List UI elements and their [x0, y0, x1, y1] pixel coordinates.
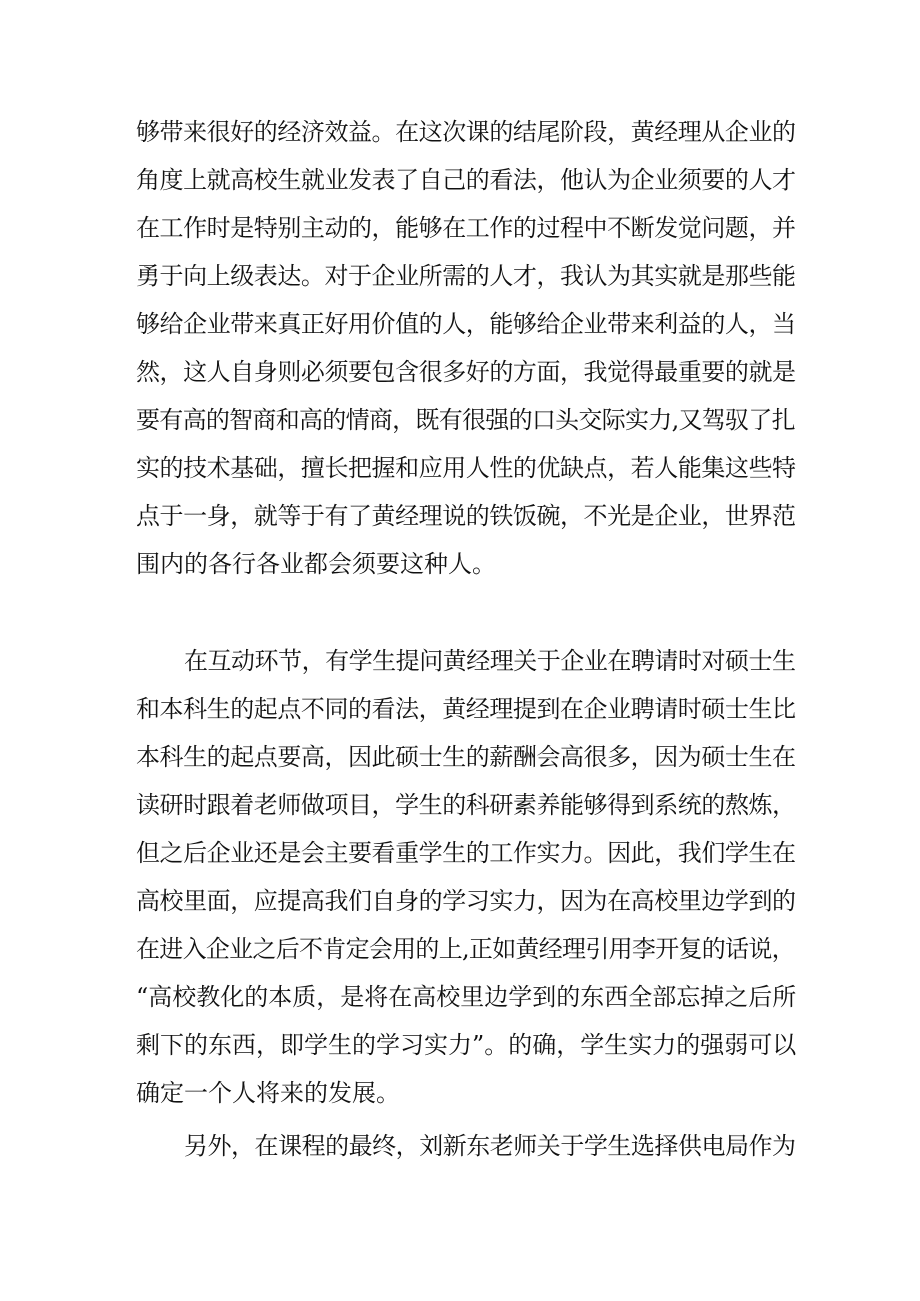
text-line: 高校里面，应提高我们自身的学习实力，因为在高校里边学到的 — [136, 887, 796, 915]
paragraph-interaction-session — [136, 637, 796, 1117]
text-line: 然，这人自身则必须要包含很多好的方面，我觉得最重要的就是 — [136, 358, 796, 386]
text-line: 在工作时是特别主动的，能够在工作的过程中不断发觉问题，并 — [136, 214, 796, 242]
text-line: 本科生的起点要高，因此硕士生的薪酬会高很多，因为硕士生在 — [136, 743, 796, 771]
text-line: 但之后企业还是会主要看重学生的工作实力。因此，我们学生在 — [136, 839, 796, 867]
text-line: 读研时跟着老师做项目，学生的科研素养能够得到系统的熬炼， — [136, 791, 796, 819]
text-line: 剩下的东西，即学生的学习实力”。的确，学生实力的强弱可以 — [136, 1031, 797, 1059]
text-line: 和本科生的起点不同的看法，黄经理提到在企业聘请时硕士生比 — [136, 695, 796, 723]
text-line: 勇于向上级表达。对于企业所需的人才，我认为其实就是那些能 — [136, 262, 796, 290]
text-line: 确定一个人将来的发展。 — [136, 1079, 400, 1107]
text-line: 在进入企业之后不肯定会用的上,正如黄经理引用李开复的话说， — [136, 935, 795, 963]
text-line: 在互动环节，有学生提问黄经理关于企业在聘请时对硕士生 — [184, 647, 796, 675]
text-line: 围内的各行各业都会须要这种人。 — [136, 550, 496, 578]
text-line: 角度上就高校生就业发表了自己的看法，他认为企业须要的人才 — [136, 166, 796, 194]
text-line: 实的技术基础，擅长把握和应用人性的优缺点，若人能集这些特 — [136, 454, 796, 482]
text-line: 要有高的智商和高的情商，既有很强的口头交际实力,又驾驭了扎 — [136, 406, 795, 434]
paragraph-course-ending — [136, 1122, 796, 1170]
paragraph-employment-views — [136, 108, 796, 588]
text-line: “高校教化的本质，是将在高校里边学到的东西全部忘掉之后所 — [136, 983, 797, 1011]
text-line: 另外，在课程的最终，刘新东老师关于学生选择供电局作为 — [184, 1132, 796, 1160]
text-line: 点于一身，就等于有了黄经理说的铁饭碗，不光是企业，世界范 — [136, 502, 796, 530]
text-line: 够带来很好的经济效益。在这次课的结尾阶段，黄经理从企业的 — [136, 118, 796, 146]
text-line: 够给企业带来真正好用价值的人，能够给企业带来利益的人，当 — [136, 310, 796, 338]
